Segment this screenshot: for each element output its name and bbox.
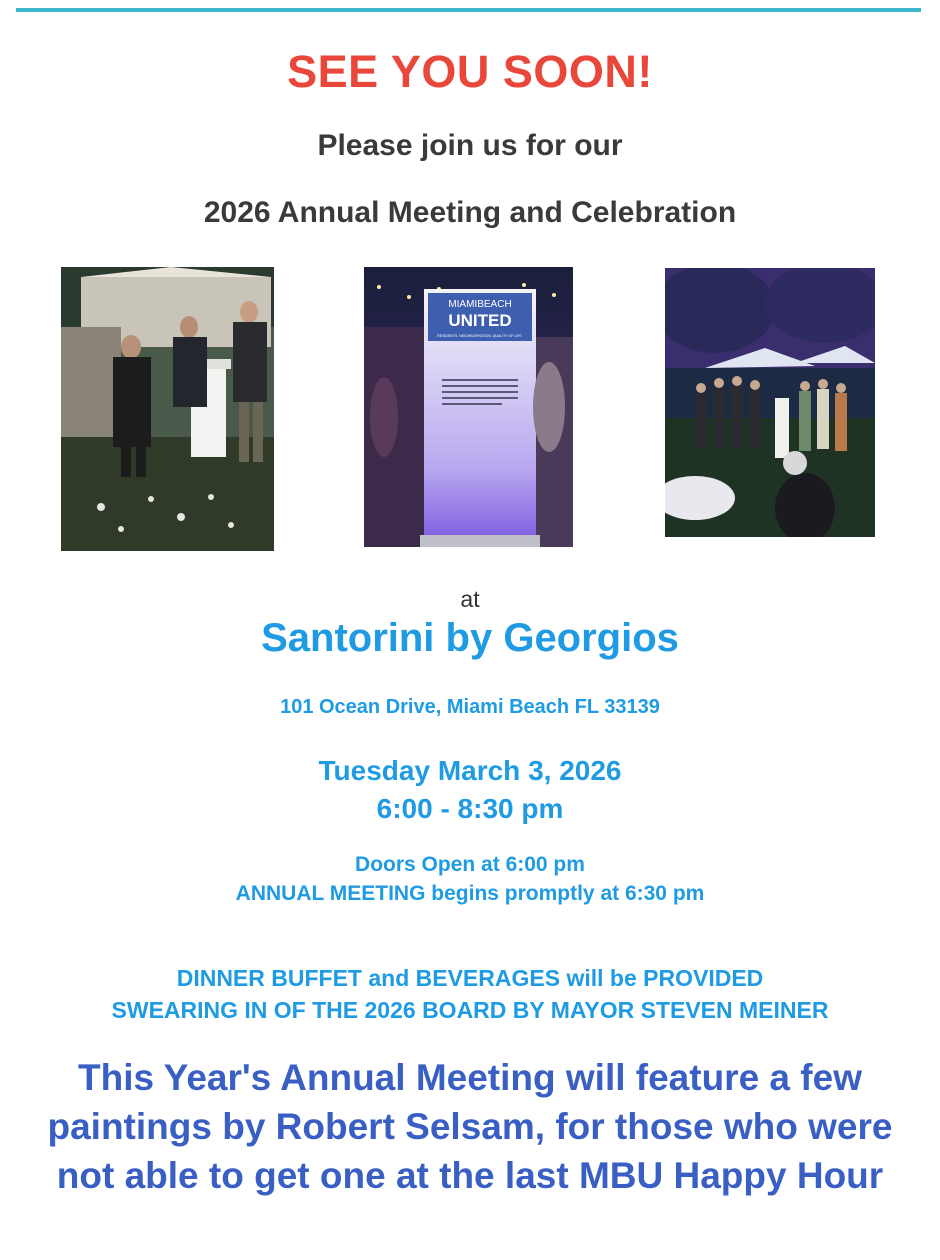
banner-tagline: RESIDENTS. NEIGHBORHOODS. QUALITY OF LIFE.	[437, 334, 523, 338]
venue-name: Santorini by Georgios	[261, 616, 679, 660]
feature-announcement: This Year's Annual Meeting will feature a few paintings by Robert Selsam, for those who were not able to get one at the last MBU Happy Hour	[47, 1057, 893, 1196]
banner-text-line1: MIAMIBEACH	[448, 299, 512, 310]
invite-line-1: Please join us for our	[317, 129, 623, 162]
event-photo-podium	[61, 267, 274, 551]
swearing-in-note: SWEARING IN OF THE 2026 BOARD BY MAYOR STEVEN MEINER	[111, 997, 829, 1023]
event-time: 6:00 - 8:30 pm	[376, 793, 564, 824]
venue-address: 101 Ocean Drive, Miami Beach FL 33139	[280, 696, 660, 718]
doors-open: Doors Open at 6:00 pm	[355, 853, 585, 876]
schedule-notes	[0, 850, 940, 908]
dinner-note: DINNER BUFFET and BEVERAGES will be PROVIDED	[176, 965, 764, 991]
event-highlights	[0, 962, 940, 1026]
event-date: Tuesday March 3, 2026	[318, 755, 622, 786]
top-accent-bar	[16, 8, 921, 12]
event-photo-banner	[364, 267, 573, 547]
banner-text-line2: UNITED	[448, 311, 512, 330]
meeting-start: ANNUAL MEETING begins promptly at 6:30 pm	[235, 882, 705, 905]
at-label: at	[460, 586, 480, 612]
event-datetime	[0, 752, 940, 828]
event-photo-crowd	[665, 268, 875, 537]
invite-line-2: 2026 Annual Meeting and Celebration	[203, 196, 737, 229]
headline: SEE YOU SOON!	[287, 46, 653, 97]
